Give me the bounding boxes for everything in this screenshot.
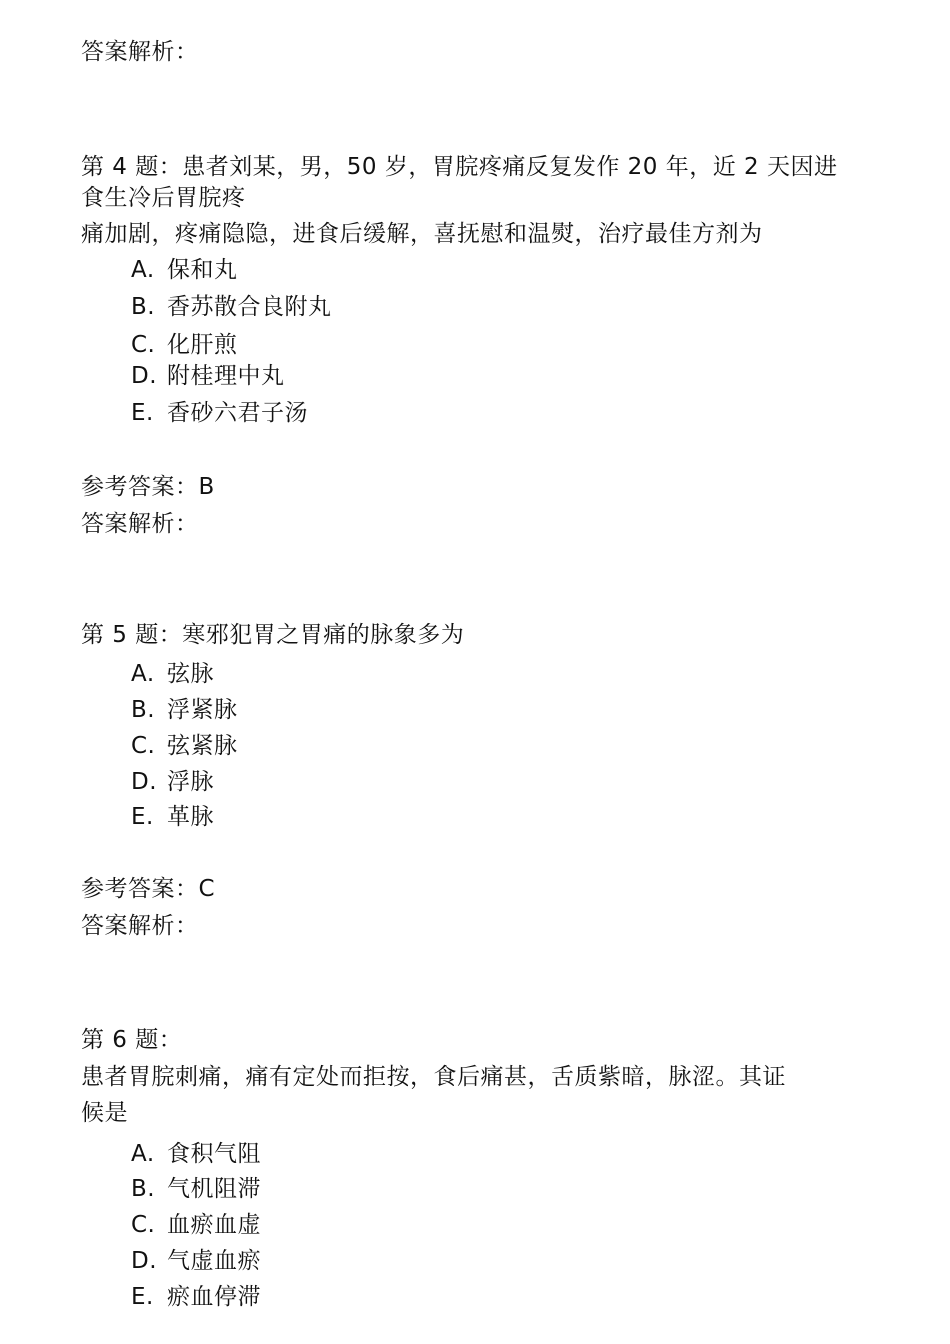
- analysis-label: 答案解析：: [81, 511, 199, 537]
- option-e: E. 瘀血停滞: [131, 1284, 261, 1310]
- question-stem-line: 第 4 题：患者刘某，男，50 岁，胃脘疼痛反复发作 20 年，近 2 天因进: [81, 154, 838, 180]
- option-d: D. 浮脉: [131, 769, 214, 795]
- analysis-label: 答案解析：: [81, 913, 199, 939]
- option-b: B. 浮紧脉: [131, 697, 238, 723]
- option-e: E. 革脉: [131, 804, 214, 830]
- option-c: C. 弦紧脉: [131, 733, 238, 759]
- question-stem-line: 食生冷后胃脘疼: [81, 185, 246, 211]
- question-stem-line: 候是: [81, 1100, 128, 1126]
- question-stem-line: 第 5 题：寒邪犯胃之胃痛的脉象多为: [81, 622, 465, 648]
- reference-answer: 参考答案：B: [81, 474, 215, 500]
- question-stem-line: 痛加剧，疼痛隐隐，进食后缓解，喜抚慰和温熨，治疗最佳方剂为: [81, 221, 763, 247]
- reference-answer: 参考答案：C: [81, 876, 216, 902]
- option-a: A. 食积气阻: [131, 1141, 261, 1167]
- analysis-label: 答案解析：: [81, 39, 199, 65]
- option-a: A. 弦脉: [131, 661, 214, 687]
- option-b: B. 气机阻滞: [131, 1176, 261, 1202]
- question-stem-line: 患者胃脘刺痛，痛有定处而拒按，食后痛甚，舌质紫暗，脉涩。其证: [81, 1064, 786, 1090]
- option-d: D. 附桂理中丸: [131, 363, 285, 389]
- option-b: B. 香苏散合良附丸: [131, 294, 332, 320]
- option-c: C. 化肝煎: [131, 332, 238, 358]
- option-d: D. 气虚血瘀: [131, 1248, 261, 1274]
- option-a: A. 保和丸: [131, 257, 238, 283]
- option-c: C. 血瘀血虚: [131, 1212, 261, 1238]
- option-e: E. 香砂六君子汤: [131, 400, 308, 426]
- question-stem-line: 第 6 题：: [81, 1027, 183, 1053]
